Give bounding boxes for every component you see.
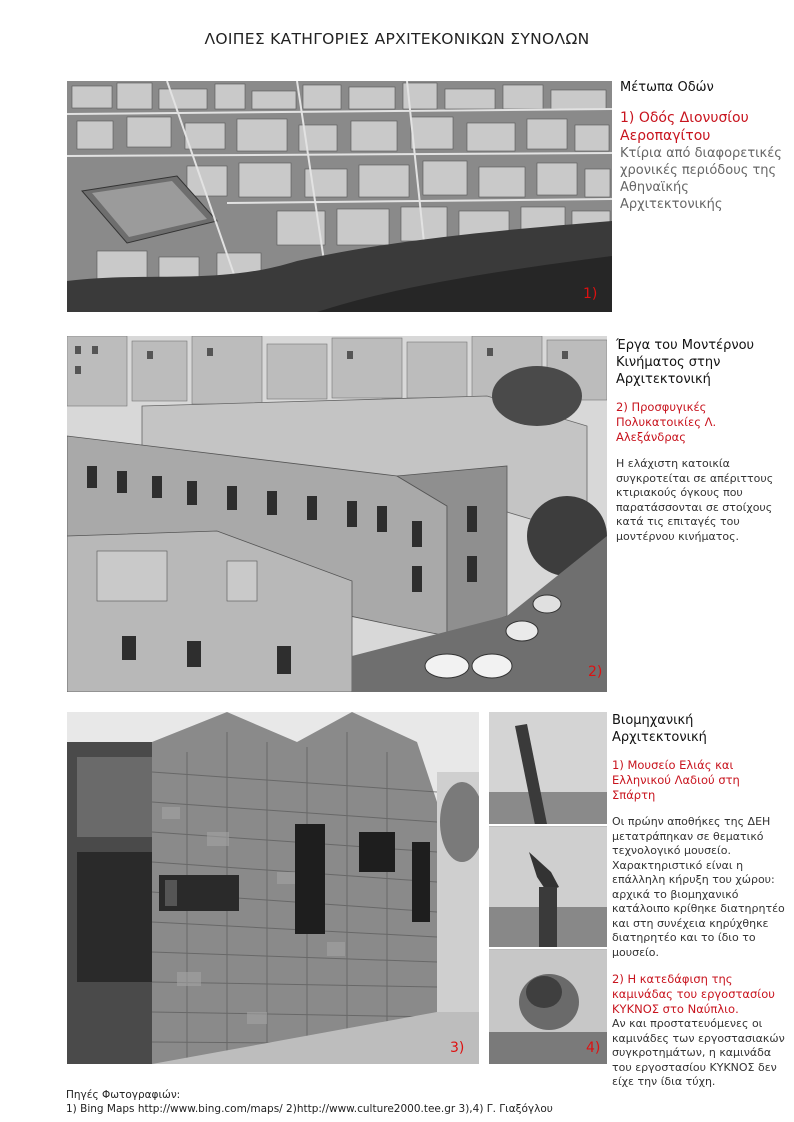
section2-heading: Έργα του Μοντέρνου Κινήματος στην Αρχιτεκτονική: [616, 338, 755, 387]
section1-subheading: 1) Οδός Διονυσίου Αεροπαγίτου: [620, 110, 749, 144]
section3-description-1: Οι πρώην αποθήκες της ΔΕΗ μετατράπηκαν σε θεματικό τεχνολογικό μουσείο. Χαρακτηριστικό είναι η επάλληλη κήρυξη του χώρου: αρχικά το βιομηχανικό κατάλοιπο κρίθηκε διατηρητέο και στη συνέχεια κηρύχθηκε διατηρητέο και το ίδιο το μουσείο.: [612, 815, 785, 959]
page-title: ΛΟΙΠΕΣ ΚΑΤΗΓΟΡΙΕΣ ΑΡΧΙΤΕΚΟΝΙΚΩΝ ΣΥΝΟΛΩΝ: [204, 30, 590, 48]
section3-heading: Βιομηχανική Αρχιτεκτονική: [612, 713, 707, 745]
refugee-housing-photo: [67, 336, 607, 692]
photo-3-label: 3): [450, 1040, 465, 1056]
section1-heading: Μέτωπα Οδών: [620, 80, 714, 95]
sources-line: 1) Bing Maps http://www.bing.com/maps/ 2)http://www.culture2000.tee.gr 3),4) Γ. Γιαξόγλου: [66, 1103, 553, 1115]
chimney-demolition-photo: [489, 712, 607, 1064]
photo-1-label: 1): [583, 286, 598, 302]
olive-museum-photo: [67, 712, 479, 1064]
photo-2-label: 2): [588, 664, 603, 680]
section1-description: Κτίρια από διαφορετικές χρονικές περιόδους της Αθηναϊκής Αρχιτεκτονικής: [620, 146, 782, 212]
section3-subheading-1: 1) Μουσείο Ελιάς και Ελληνικού Λαδιού στη Σπάρτη: [612, 758, 740, 802]
section3-subheading-2: 2) Η κατεδάφιση της καμινάδας του εργοστασίου ΚΥΚΝΟΣ στο Ναύπλιο.: [612, 972, 775, 1016]
section2-description: Η ελάχιστη κατοικία συγκροτείται σε απέριττους κτιριακούς όγκους που παρατάσσονται σε στοίχους κατά τις επιταγές του μοντέρνου κινήματος.: [616, 457, 774, 543]
aerial-city-photo: [67, 81, 612, 312]
section3-description-2: Αν και προστατευόμενες οι καμινάδες των εργοστασιακών συγκροτημάτων, η καμινάδα του εργοστασίου ΚΥΚΝΟΣ δεν είχε την ίδια τύχη.: [612, 1017, 785, 1088]
section2-subheading: 2) Προσφυγικές Πολυκατοικίες Λ. Αλεξάνδρας: [616, 400, 717, 444]
sources-heading: Πηγές Φωτογραφιών:: [66, 1089, 181, 1101]
photo-4-label: 4): [586, 1040, 601, 1056]
